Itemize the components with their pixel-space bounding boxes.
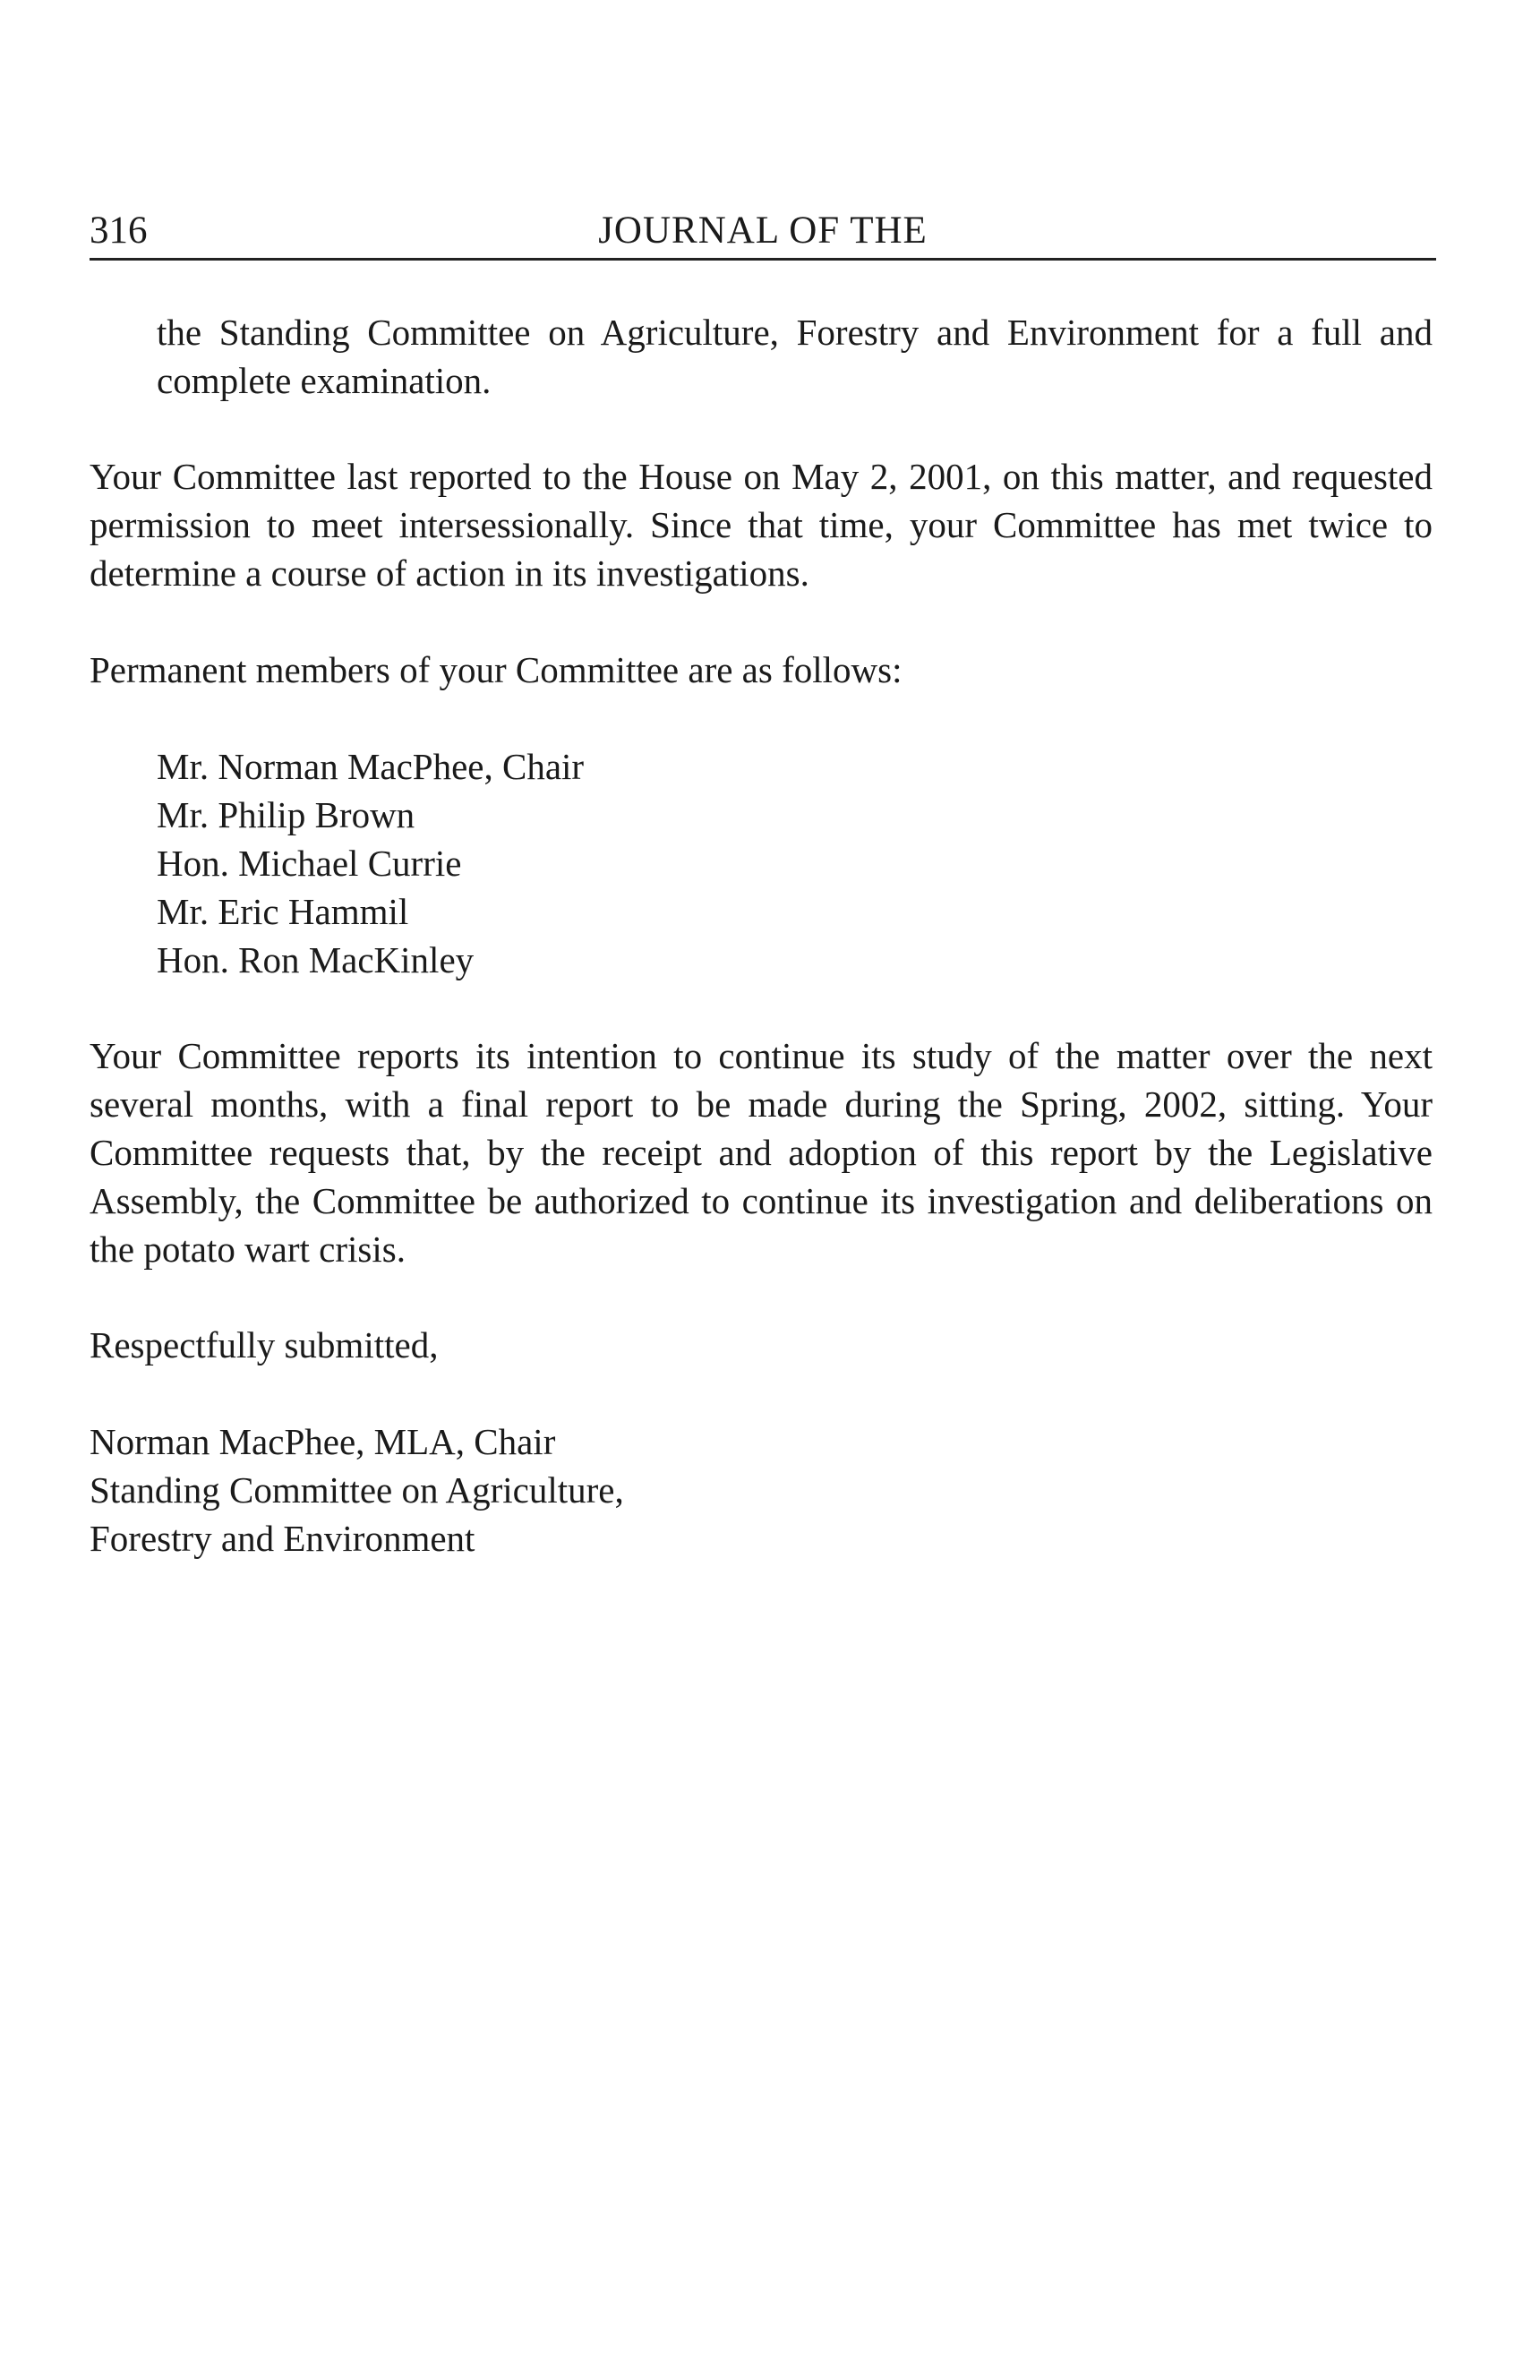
- member-item: Mr. Philip Brown: [157, 794, 415, 835]
- closing-line: Respectfully submitted,: [90, 1324, 439, 1366]
- continued-paragraph: the Standing Committee on Agriculture, Forestry and Environment for a full and complete examination.: [157, 312, 1433, 401]
- member-item: Hon. Ron MacKinley: [157, 939, 475, 980]
- member-item: Hon. Michael Currie: [157, 843, 462, 884]
- committee-name-line-2: Forestry and Environment: [90, 1518, 475, 1559]
- report-paragraph: Your Committee last reported to the House on May 2, 2001, on this matter, and requested permission to meet intersessionally. Since that time, your Committee has met twice to determine a course of action in its investigations.: [90, 456, 1433, 594]
- members-intro-paragraph: Permanent members of your Committee are as follows:: [90, 649, 903, 690]
- intention-paragraph: Your Committee reports its intention to continue its study of the matter over the next several months, with a final report to be made during the Spring, 2002, sitting. Your Committee requests that, by the receipt and adoption of this report by the Legislative Assembly, the Committee be authorized to continue its investigation and deliberations on the potato wart crisis.: [90, 1035, 1433, 1270]
- journal-title: JOURNAL OF THE: [598, 210, 928, 252]
- members-list: [157, 742, 584, 984]
- signatory-name: Norman MacPhee, MLA, Chair: [90, 1421, 556, 1462]
- signature-block: [90, 1417, 624, 1562]
- page-number: 316: [90, 210, 148, 252]
- committee-name-line-1: Standing Committee on Agriculture,: [90, 1469, 624, 1511]
- member-item: Mr. Norman MacPhee, Chair: [157, 746, 585, 787]
- running-head: [90, 204, 1436, 261]
- member-item: Mr. Eric Hammil: [157, 891, 409, 932]
